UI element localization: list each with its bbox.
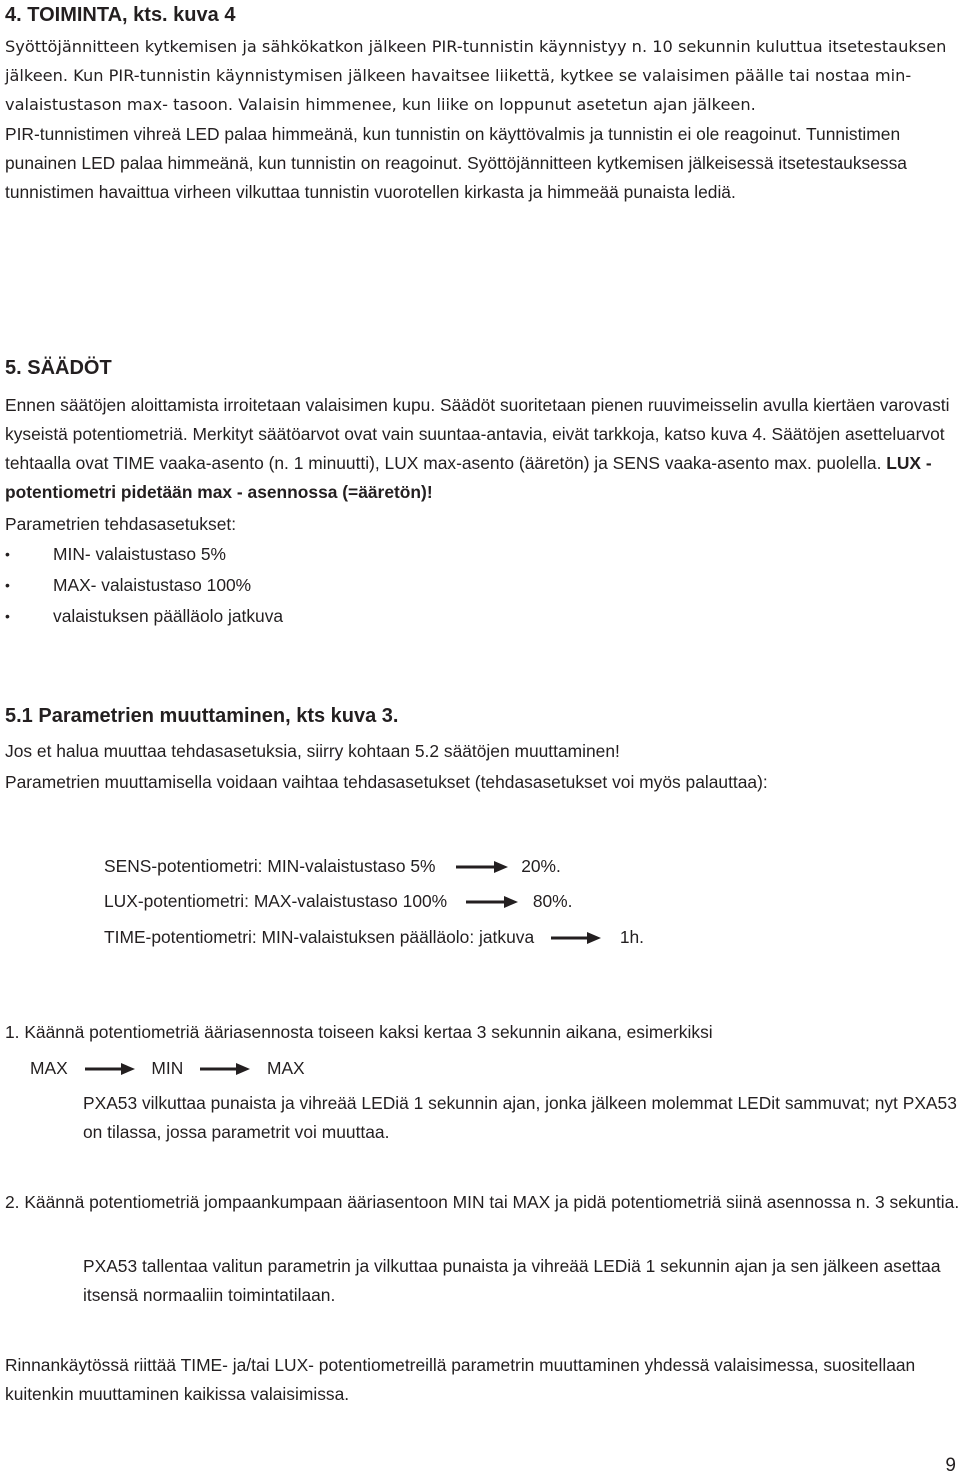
change-from: SENS-potentiometri: MIN-valaistustaso 5% <box>104 856 436 876</box>
change-row-time <box>104 924 644 950</box>
change-from: LUX-potentiometri: MAX-valaistustaso 100% <box>104 891 448 911</box>
section-5 <box>5 355 960 632</box>
change-to: 20%. <box>521 856 561 876</box>
page-number: 9 <box>945 1455 956 1476</box>
list-item: • MAX- valaistustaso 100% <box>5 570 960 601</box>
change-row-lux <box>104 888 572 914</box>
sequence-item: MAX <box>266 1058 305 1078</box>
right-arrow-icon <box>551 931 601 945</box>
section-4-paragraph-1: Syöttöjännitteen kytkemisen ja sähkökatkon jälkeen PIR-tunnistin käynnistyy n. 10 sekunnin kuluttua itsetestauksen jälkeen. Kun PIR-tunnistin käynnistymisen jälkeen havaitsee liikettä, kytkee se valaisimen päälle tai nostaa min-valaistustason max- tasoon. Valaisin himmenee, kun liike on loppunut asetetun ajan jälkeen. <box>5 37 947 114</box>
step-2: 2. Käännä potentiometriä jompaankumpaan ääriasentoon MIN tai MAX ja pidä potentiometriä siinä asennossa n. 3 sekuntia. <box>5 1192 960 1212</box>
change-to: 1h. <box>619 927 644 947</box>
right-arrow-icon <box>85 1062 135 1076</box>
list-item: • valaistuksen päälläolo jatkuva <box>5 601 960 632</box>
step-1: 1. Käännä potentiometriä ääriasennosta toiseen kaksi kertaa 3 sekunnin aikana, esimerkiksi <box>5 1022 713 1042</box>
section-4-heading: 4. TOIMINTA, kts. kuva 4 <box>5 4 236 26</box>
factory-settings-label: Parametrien tehdasasetukset: <box>5 514 237 534</box>
sequence-item: MAX <box>30 1058 68 1078</box>
right-arrow-icon <box>456 860 508 874</box>
change-to: 80%. <box>532 891 573 911</box>
list-item: • MIN- valaistustaso 5% <box>5 539 960 570</box>
factory-settings-list <box>5 539 960 632</box>
section-5-paragraph-text: Ennen säätöjen aloittamista irroitetaan valaisimen kupu. Säädöt suoritetaan pienen ruuvimeisselin avulla kiertäen varovasti kyseistä potentiometriä. Merkityt säätöarvot ovat vain suuntaa-antavia, eivät tarkkoja, katso kuva 4. Säätöjen asetteluarvot tehtaalla ovat TIME vaaka-asento (n. 1 minuutti), LUX max-asento (ääretön) ja SENS vaaka-asento max. puolella. <box>5 395 950 473</box>
section-5-paragraph-warning: LUX - potentiometri pidetään max - asennossa (=ääretön)! <box>5 453 932 502</box>
section-4 <box>5 2 960 207</box>
step-1-detail: PXA53 vilkuttaa punaista ja vihreää LEDiä 1 sekunnin ajan, jonka jälkeen molemmat LEDit sammuvat; nyt PXA53 on tilassa, jossa parametrit voi muuttaa. <box>83 1093 957 1142</box>
step-2-detail: PXA53 tallentaa valitun parametrin ja vilkuttaa punaista ja vihreää LEDiä 1 sekunnin ajan ja sen jälkeen asettaa itsensä normaaliin toimintatilaan. <box>83 1256 941 1305</box>
section-5-1-heading: 5.1 Parametrien muuttaminen, kts kuva 3. <box>5 705 399 727</box>
section-5-1-line-2: Parametrien muuttamisella voidaan vaihtaa tehdasasetukset (tehdasasetukset voi myös palauttaa): <box>5 772 768 792</box>
right-arrow-icon <box>466 895 518 909</box>
section-4-paragraph-2: PIR-tunnistimen vihreä LED palaa himmeänä, kun tunnistin on käyttövalmis ja tunnistin ei ole reagoinut. Tunnistimen punainen LED palaa himmeänä, kun tunnistin on reagoinut. Syöttöjännitteen kytkemisen jälkeisessä itsetestauksessa tunnistimen havaittua virheen vilkuttaa tunnistin vuorotellen kirkasta ja himmeää punaista lediä. <box>5 124 907 202</box>
section-5-heading: 5. SÄÄDÖT <box>5 357 112 379</box>
section-5-paragraph <box>5 391 960 507</box>
closing-note: Rinnankäytössä riittää TIME- ja/tai LUX- potentiometreillä parametrin muuttaminen yhdessä valaisimessa, suositellaan kuitenkin muuttaminen kaikissa valaisimissa. <box>5 1355 916 1404</box>
change-from: TIME-potentiometri: MIN-valaistuksen päälläolo: jatkuva <box>104 927 535 947</box>
right-arrow-icon <box>200 1062 250 1076</box>
section-5-1 <box>5 703 960 797</box>
max-min-max-sequence <box>30 1055 305 1081</box>
change-row-sens <box>104 853 561 879</box>
section-5-1-line-1: Jos et halua muuttaa tehdasasetuksia, siirry kohtaan 5.2 säätöjen muuttaminen! <box>5 741 620 761</box>
sequence-item: MIN <box>151 1058 184 1078</box>
